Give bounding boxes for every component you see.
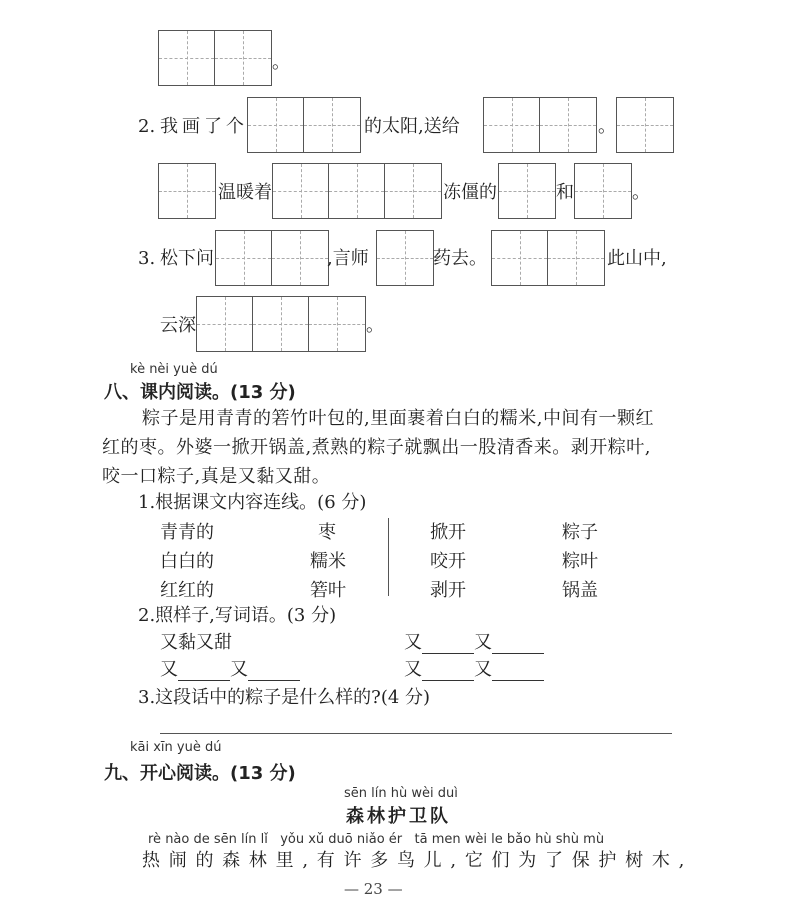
q3-answer-line[interactable]	[160, 733, 672, 734]
blank-input[interactable]	[178, 662, 230, 681]
match-left-a-2[interactable]: 白白的	[160, 551, 214, 572]
section9-title: 九、开心阅读。(13 分)	[104, 763, 296, 784]
writing-grid-6[interactable]	[272, 163, 442, 219]
writing-grid-8[interactable]	[574, 163, 632, 219]
q2-blank-row2-right[interactable]	[404, 659, 544, 681]
q7-item3-text-d: 此山中,	[607, 248, 667, 269]
q2-label: 2.照样子,写词语。(3 分)	[138, 605, 337, 626]
section9-pinyin: kāi xīn yuè dú	[130, 740, 222, 755]
writing-grid-11[interactable]	[491, 230, 605, 286]
you-char: 又	[474, 659, 492, 680]
q2-example: 又黏又甜	[160, 632, 232, 653]
passage-line-3: 咬一口粽子,真是又黏又甜。	[102, 466, 331, 487]
story-title-pinyin: sēn lín hù wèi duì	[344, 786, 458, 801]
passage-line-2: 红的枣。外婆一掀开锅盖,煮熟的粽子就飘出一股清香来。剥开粽叶,	[102, 437, 651, 458]
q7-item2-text-d: 温暖着	[218, 182, 272, 203]
q7-item2-num: 2.	[138, 116, 156, 137]
section8-pinyin: kè nèi yuè dú	[130, 362, 218, 377]
match-right-b-1[interactable]: 粽子	[562, 522, 598, 543]
q7-item3-text-a: 松下问	[160, 248, 214, 269]
writing-grid-9[interactable]	[215, 230, 329, 286]
you-char: 又	[160, 659, 178, 680]
q2-blank-row2-left[interactable]	[160, 659, 300, 681]
match-left-b-1[interactable]: 枣	[318, 522, 336, 543]
match-divider	[388, 518, 389, 596]
writing-grid-4[interactable]	[616, 97, 674, 153]
match-left-b-2[interactable]: 糯米	[310, 551, 346, 572]
match-right-a-2[interactable]: 咬开	[430, 551, 466, 572]
story-title: 森林护卫队	[346, 806, 451, 827]
blank-input[interactable]	[492, 635, 544, 654]
writing-grid-7[interactable]	[498, 163, 556, 219]
match-right-a-3[interactable]: 剥开	[430, 580, 466, 601]
punct-period: 。	[272, 52, 290, 73]
you-char: 又	[404, 632, 422, 653]
blank-input[interactable]	[248, 662, 300, 681]
match-right-b-3[interactable]: 锅盖	[562, 580, 598, 601]
you-char: 又	[474, 632, 492, 653]
page-number: — 23 —	[344, 880, 403, 898]
section8-title: 八、课内阅读。(13 分)	[104, 382, 296, 403]
blank-input[interactable]	[492, 662, 544, 681]
q7-item3-text-e: 云深	[160, 315, 196, 336]
match-left-b-3[interactable]: 箬叶	[310, 580, 346, 601]
you-char: 又	[404, 659, 422, 680]
q2-blank-row1-right[interactable]	[404, 632, 544, 654]
q7-item2-text-g: 。	[632, 182, 650, 203]
blank-input[interactable]	[422, 635, 474, 654]
q7-item3-text-f: 。	[366, 315, 384, 336]
writing-grid-1[interactable]	[158, 30, 272, 86]
q7-item2-text-b: 的太阳,送给	[364, 116, 460, 137]
q3-label: 3.这段话中的粽子是什么样的?(4 分)	[138, 687, 431, 708]
section8-passage	[102, 404, 692, 491]
match-right-b-2[interactable]: 粽叶	[562, 551, 598, 572]
you-char: 又	[230, 659, 248, 680]
writing-grid-10[interactable]	[376, 230, 434, 286]
q7-item2-text-e: 冻僵的	[443, 182, 497, 203]
match-right-a-1[interactable]: 掀开	[430, 522, 466, 543]
story-line-pinyin: rè nào de sēn lín lǐ yǒu xǔ duō niǎo ér tā men wèi le bǎo hù shù mù	[148, 832, 605, 847]
q7-item2-text-a: 我画了个	[160, 116, 248, 137]
writing-grid-3[interactable]	[483, 97, 597, 153]
q7-item2-text-f: 和	[556, 182, 574, 203]
match-left-a-1[interactable]: 青青的	[160, 522, 214, 543]
story-line-text: 热 闹 的 森 林 里 , 有 许 多 鸟 儿 , 它 们 为 了 保 护 树 木 ,	[142, 850, 686, 871]
writing-grid-5[interactable]	[158, 163, 216, 219]
q7-item3-text-b: ,言师	[327, 248, 369, 269]
q7-item3-text-c: 药去。	[433, 248, 487, 269]
writing-grid-2[interactable]	[247, 97, 361, 153]
blank-input[interactable]	[422, 662, 474, 681]
match-left-a-3[interactable]: 红红的	[160, 580, 214, 601]
passage-line-1: 粽子是用青青的箬竹叶包的,里面裹着白白的糯米,中间有一颗红	[142, 408, 654, 429]
q7-item3-num: 3.	[138, 248, 156, 269]
q1-label: 1.根据课文内容连线。(6 分)	[138, 492, 367, 513]
q7-item2-text-c: 。	[598, 116, 616, 137]
writing-grid-12[interactable]	[196, 296, 366, 352]
